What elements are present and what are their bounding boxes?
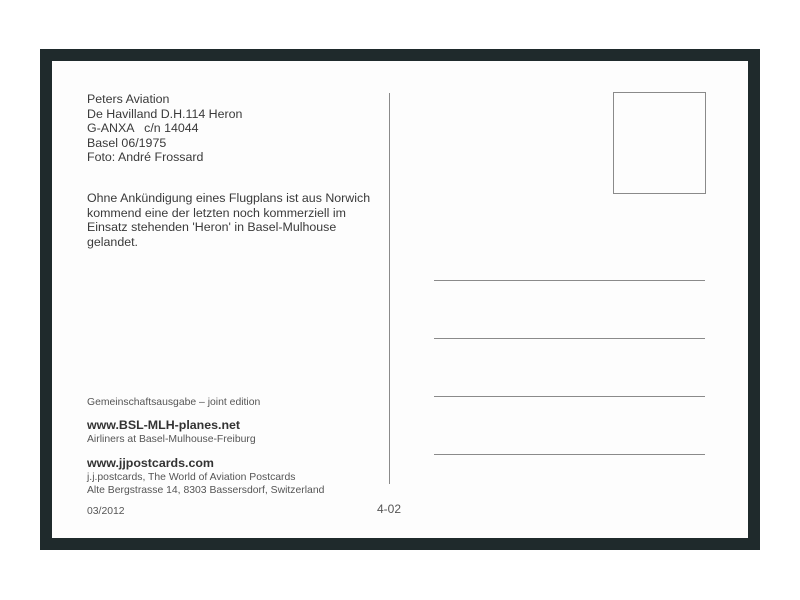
- joint-edition-label: Gemeinschaftsausgabe – joint edition: [87, 397, 261, 408]
- card-number: 4-02: [377, 502, 402, 516]
- jj-site-block: [87, 456, 324, 497]
- description-text: Ohne Ankündigung eines Flugplans ist aus Norwich kommend eine der letzten noch kommerziell im Einsatz stehenden 'Heron' in Basel-Mulhouse gelandet.: [87, 191, 371, 249]
- bsl-site-block: [87, 418, 256, 446]
- address-line: [434, 396, 705, 397]
- jj-site-url: www.jjpostcards.com: [87, 456, 214, 470]
- edition-date: 03/2012: [87, 506, 125, 517]
- postcard-back: [52, 61, 748, 538]
- bsl-site-subtitle: Airliners at Basel-Mulhouse-Freiburg: [87, 434, 256, 445]
- address-line: [434, 454, 705, 455]
- stamp-box: [613, 92, 706, 194]
- caption-aircraft-type: De Havilland D.H.114 Heron: [87, 106, 243, 121]
- caption-registration: G-ANXA c/n 14044: [87, 121, 199, 136]
- caption-photographer: Foto: André Frossard: [87, 150, 204, 165]
- jj-site-address: Alte Bergstrasse 14, 8303 Bassersdorf, Switzerland: [87, 485, 325, 496]
- caption-location-date: Basel 06/1975: [87, 135, 167, 150]
- caption-operator: Peters Aviation: [87, 92, 170, 106]
- center-divider: [389, 93, 390, 484]
- photo-caption: [87, 92, 387, 165]
- bsl-site-url: www.BSL-MLH-planes.net: [87, 418, 241, 432]
- address-line: [434, 280, 705, 281]
- jj-site-line1: j.j.postcards, The World of Aviation Postcards: [87, 472, 296, 483]
- address-line: [434, 338, 705, 339]
